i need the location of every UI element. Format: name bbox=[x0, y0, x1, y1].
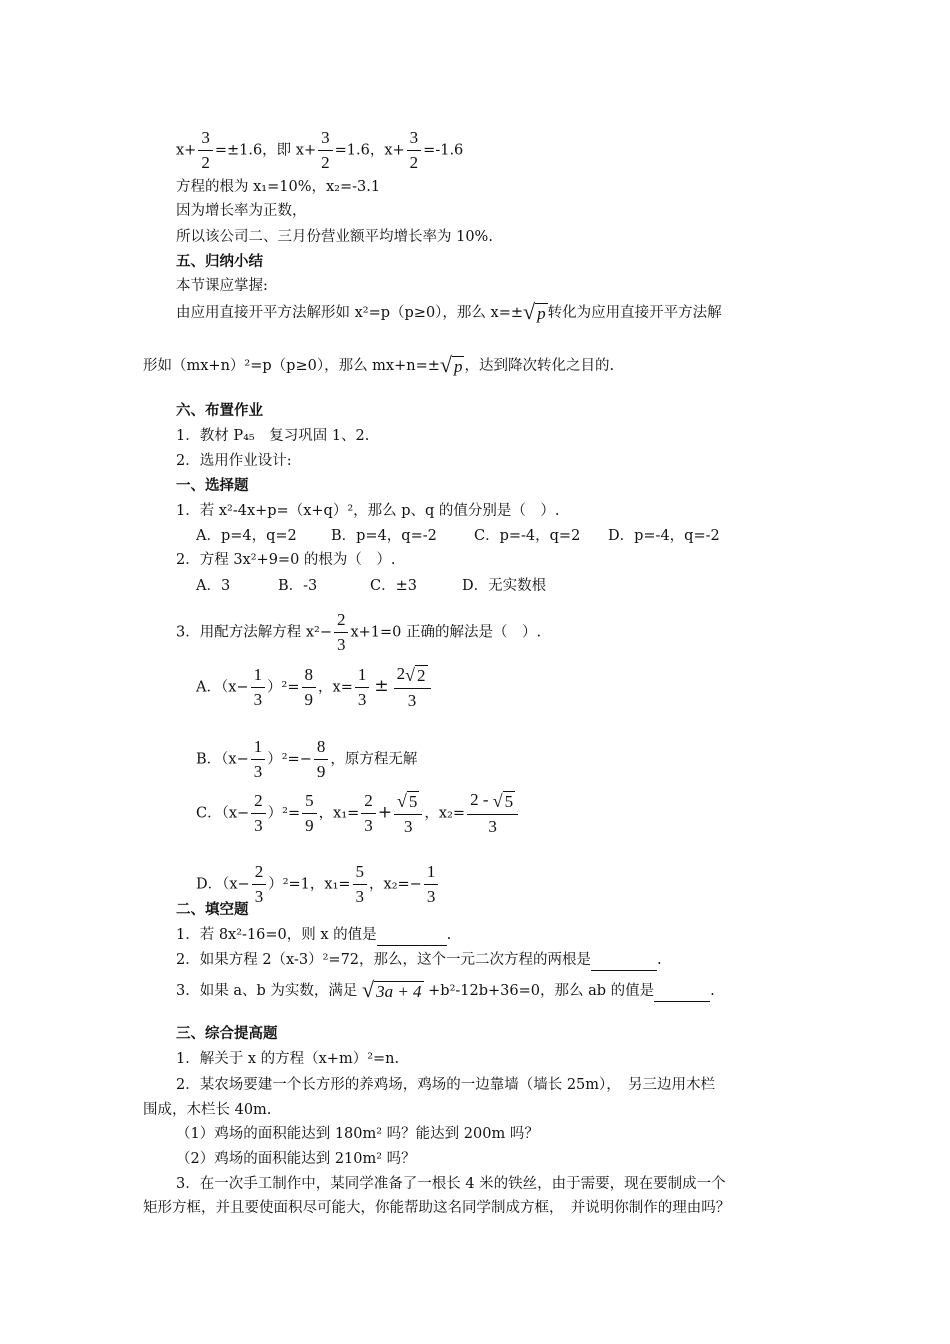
fraction-1-3 bbox=[251, 663, 266, 712]
fraction-1-3 bbox=[424, 860, 439, 909]
denominator: 2 bbox=[201, 153, 210, 172]
denominator: 9 bbox=[316, 762, 326, 781]
fraction-1-3 bbox=[355, 663, 370, 712]
homework-item-1: 1．教材 P₄₅ 复习巩固 1、2. bbox=[176, 428, 370, 444]
comprehensive-q2-line2: 围成，木栏长 40m. bbox=[143, 1102, 272, 1118]
option-c: C．±3 bbox=[370, 578, 417, 594]
text: ，x₂= bbox=[424, 805, 466, 822]
fraction-5-9 bbox=[302, 789, 317, 838]
choice-q1-options bbox=[196, 526, 720, 546]
fraction-3-2 bbox=[318, 126, 333, 175]
choice-q2: 2．方程 3x²+9=0 的根为（ ）. bbox=[176, 552, 396, 568]
answer-blank bbox=[654, 981, 710, 1002]
text: 转化为应用直接开平方法解 bbox=[547, 305, 722, 321]
denominator: 9 bbox=[305, 815, 314, 835]
text: ，x₂=− bbox=[369, 876, 422, 893]
text: ）²= bbox=[267, 679, 300, 696]
choice-q3-option-a bbox=[196, 662, 433, 713]
fraction-3-2 bbox=[407, 126, 422, 175]
summary-intro: 本节课应掌握: bbox=[176, 278, 268, 294]
comprehensive-q1: 1．解关于 x 的方程（x+m）²=n. bbox=[176, 1051, 400, 1067]
fill-heading: 二、填空题 bbox=[176, 902, 249, 918]
text: . bbox=[710, 983, 715, 999]
numerator: 3 bbox=[198, 126, 213, 151]
plus-sign: + bbox=[377, 802, 393, 823]
fraction-sqrt5-3 bbox=[394, 788, 422, 839]
numerator: 1 bbox=[251, 735, 266, 760]
denominator: 3 bbox=[254, 815, 263, 835]
denominator: 3 bbox=[336, 635, 346, 654]
answer-blank bbox=[377, 925, 447, 946]
denominator: 3 bbox=[403, 816, 413, 836]
sqrt-3a-plus-4: √ 3a + 4 bbox=[361, 977, 422, 1002]
sqrt-p: √ p bbox=[523, 299, 546, 324]
choice-q3 bbox=[176, 608, 541, 657]
choice-heading: 一、选择题 bbox=[176, 478, 249, 494]
summary-paragraph-line2 bbox=[143, 352, 615, 377]
comprehensive-q3-line2: 矩形方框，并且要使面积尽可能大，你能帮助这名同学制成方框， 并说明你制作的理由吗？ bbox=[143, 1200, 731, 1216]
denominator: 3 bbox=[355, 887, 365, 906]
text: ）²=1，x₁= bbox=[268, 876, 351, 893]
denominator: 3 bbox=[253, 689, 263, 709]
fraction-8-9 bbox=[314, 735, 329, 784]
text: ）²=− bbox=[267, 751, 312, 768]
choice-q3-option-b bbox=[196, 735, 417, 784]
numerator: 2 - √ 5 bbox=[467, 788, 518, 815]
fraction-2-3 bbox=[334, 608, 349, 657]
denominator: 2 bbox=[409, 153, 419, 172]
denominator: 2 bbox=[321, 153, 330, 172]
numerator: 1 bbox=[355, 663, 370, 688]
text: x+ bbox=[176, 142, 197, 159]
homework-heading: 六、布置作业 bbox=[176, 403, 263, 419]
option-a: A．3 bbox=[196, 578, 231, 594]
text: +b²-12b+36=0，那么 ab 的值是 bbox=[428, 983, 655, 999]
homework-item-2: 2．选用作业设计: bbox=[176, 453, 292, 469]
growth-positive-line: 因为增长率为正数， bbox=[176, 203, 307, 219]
roots-line: 方程的根为 x₁=10%，x₂=-3.1 bbox=[176, 179, 381, 195]
text: ，x= bbox=[318, 679, 353, 696]
numerator: 2 bbox=[361, 789, 376, 814]
text: ± bbox=[374, 676, 389, 697]
fraction-3-2 bbox=[198, 126, 213, 175]
comprehensive-heading: 三、综合提高题 bbox=[176, 1026, 278, 1042]
conclusion-line: 所以该公司二、三月份营业额平均增长率为 10%. bbox=[176, 229, 493, 245]
numerator: 1 bbox=[251, 663, 266, 688]
numerator: 2 bbox=[251, 789, 266, 814]
fraction-2-minus-sqrt5-3 bbox=[467, 788, 518, 839]
comprehensive-q2-sub1: （1）鸡场的面积能达到 180m² 吗？能达到 200m 吗？ bbox=[176, 1126, 539, 1142]
denominator: 3 bbox=[364, 815, 373, 835]
text: 由应用直接开平方法解形如 x²=p（p≥0），那么 x=± bbox=[176, 305, 524, 321]
denominator: 3 bbox=[407, 690, 417, 710]
answer-blank bbox=[591, 950, 657, 971]
fraction-2-3 bbox=[361, 789, 376, 838]
text: 3．用配方法解方程 x²− bbox=[176, 624, 332, 641]
option-c: C．p=-4，q=2 bbox=[474, 528, 581, 544]
text: x+1=0 正确的解法是（ ）. bbox=[350, 624, 542, 641]
numerator: 3 bbox=[318, 126, 333, 151]
denominator: 3 bbox=[488, 816, 497, 836]
text: D．（x− bbox=[196, 876, 250, 893]
text: =-1.6 bbox=[423, 142, 464, 159]
option-a: A．p=4，q=2 bbox=[196, 528, 297, 544]
denominator: 3 bbox=[254, 887, 264, 906]
comprehensive-q3-line1: 3．在一次手工制作中，某同学准备了一根长 4 米的铁丝，由于需要，现在要制成一个 bbox=[176, 1176, 726, 1192]
summary-heading: 五、归纳小结 bbox=[176, 254, 263, 270]
text: ，原方程无解 bbox=[330, 751, 418, 768]
text: . bbox=[657, 952, 662, 968]
text: 2．如果方程 2（x-3）²=72，那么，这个一元二次方程的两根是 bbox=[176, 952, 592, 968]
denominator: 3 bbox=[426, 887, 436, 906]
text: =1.6，x+ bbox=[334, 142, 405, 159]
radicand: p bbox=[537, 304, 546, 323]
numerator: 2√ 2 bbox=[394, 662, 431, 689]
option-b: B．p=4，q=-2 bbox=[331, 528, 437, 544]
numerator: 1 bbox=[424, 860, 439, 885]
fraction-8-9 bbox=[302, 663, 317, 712]
radicand: 3a + 4 bbox=[376, 982, 422, 1001]
text: ，x₁= bbox=[318, 805, 360, 822]
numerator: 2 bbox=[334, 608, 349, 633]
numerator: 8 bbox=[314, 735, 329, 760]
radicand: p bbox=[453, 357, 463, 376]
text: 3．如果 a、b 为实数，满足 bbox=[176, 983, 358, 999]
text: B．（x− bbox=[196, 751, 249, 768]
choice-q3-option-c bbox=[196, 788, 520, 839]
numerator: 5 bbox=[302, 789, 317, 814]
fraction-2-3 bbox=[251, 789, 266, 838]
numerator: √ 5 bbox=[394, 788, 422, 815]
denominator: 3 bbox=[253, 762, 263, 781]
fraction-1-3 bbox=[251, 735, 266, 784]
fraction-2sqrt2-3 bbox=[394, 662, 431, 713]
equation-line-fractions bbox=[176, 126, 463, 175]
denominator: 9 bbox=[304, 689, 314, 709]
numerator: 5 bbox=[353, 860, 368, 885]
numerator: 2 bbox=[252, 860, 267, 885]
fraction-2-3 bbox=[252, 860, 267, 909]
fill-q2 bbox=[176, 950, 662, 971]
text: ，达到降次转化之目的. bbox=[464, 358, 615, 374]
fraction-5-3 bbox=[353, 860, 368, 909]
text: 1．若 8x²-16=0，则 x 的值是 bbox=[176, 927, 377, 943]
option-d: D．无实数根 bbox=[462, 578, 547, 594]
text: . bbox=[446, 927, 452, 943]
text: ）²= bbox=[267, 805, 301, 822]
text: A．（x− bbox=[196, 679, 249, 696]
sqrt-p: √ p bbox=[439, 352, 463, 377]
summary-paragraph-line1 bbox=[176, 299, 722, 324]
fill-q1 bbox=[176, 925, 451, 946]
text: 形如（mx+n）²=p（p≥0），那么 mx+n=± bbox=[143, 358, 440, 374]
comprehensive-q2-sub2: （2）鸡场的面积能达到 210m² 吗？ bbox=[176, 1151, 416, 1167]
choice-q1: 1．若 x²-4x+p=（x+q）²，那么 p、q 的值分别是（ ）. bbox=[176, 503, 560, 519]
option-b: B．-3 bbox=[278, 578, 318, 594]
comprehensive-q2-line1: 2．某农场要建一个长方形的养鸡场，鸡场的一边靠墙（墙长 25m）， 另三边用木栏 bbox=[176, 1077, 716, 1093]
choice-q2-options bbox=[196, 576, 546, 596]
option-d: D．p=-4，q=-2 bbox=[608, 528, 720, 544]
text: C．（x− bbox=[196, 805, 250, 822]
numerator: 8 bbox=[302, 663, 317, 688]
denominator: 3 bbox=[357, 689, 367, 709]
numerator: 3 bbox=[407, 126, 422, 151]
fill-q3 bbox=[176, 977, 715, 1002]
text: =±1.6，即 x+ bbox=[214, 142, 317, 159]
